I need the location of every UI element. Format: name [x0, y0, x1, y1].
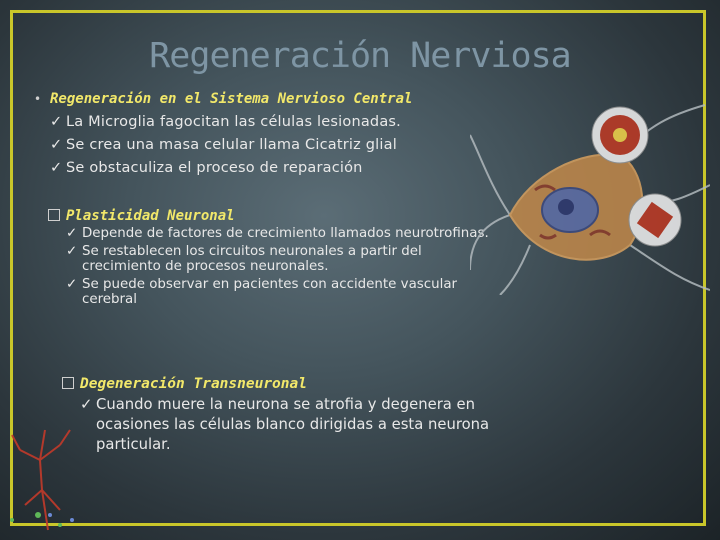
neuron-sketch-illustration [0, 420, 90, 535]
list-item: ✓ Se crea una masa celular llama Cicatriz glial [50, 137, 397, 153]
square-bullet-icon [48, 209, 60, 221]
check-icon: ✓ [80, 396, 93, 413]
check-icon: ✓ [50, 160, 63, 176]
section-neural-plasticity [48, 205, 498, 308]
list-item: ✓ Se obstaculiza el proceso de reparación [50, 160, 363, 176]
list-item: ✓ La Microglia fagocitan las células lesionadas. [50, 114, 401, 130]
list-item: ✓ Se puede observar en pacientes con accidente vascular cerebral [66, 276, 458, 307]
check-icon: ✓ [66, 243, 78, 259]
neuron-illustration [470, 95, 710, 295]
check-icon: ✓ [66, 226, 78, 241]
check-icon: ✓ [50, 137, 63, 153]
slide-title: Regeneración Nerviosa [149, 36, 571, 76]
section-cns-regeneration [34, 88, 454, 176]
section2-heading-row [48, 205, 498, 224]
check-icon: ✓ [50, 114, 63, 130]
list-item: ✓ Cuando muere la neurona se atrofia y degenera en ocasiones las células blanco dirigidas a esta neurona particular. [80, 396, 490, 453]
section3-heading: Degeneración Transneuronal [80, 376, 307, 392]
section1-heading-row [34, 88, 454, 107]
section1-heading: Regeneración en el Sistema Nervioso Central [50, 91, 413, 107]
list-item: ✓ Depende de factores de crecimiento llamados neurotrofinas. [66, 226, 489, 241]
round-bullet-icon: • [34, 92, 42, 106]
check-icon: ✓ [66, 276, 78, 292]
section3-heading-row [62, 373, 512, 392]
section2-heading: Plasticidad Neuronal [66, 208, 235, 224]
section-transneuronal-degeneration [62, 373, 512, 455]
list-item: ✓ Se restablecen los circuitos neuronales a partir del crecimiento de procesos neuronales. [66, 243, 422, 274]
square-bullet-icon [62, 377, 74, 389]
